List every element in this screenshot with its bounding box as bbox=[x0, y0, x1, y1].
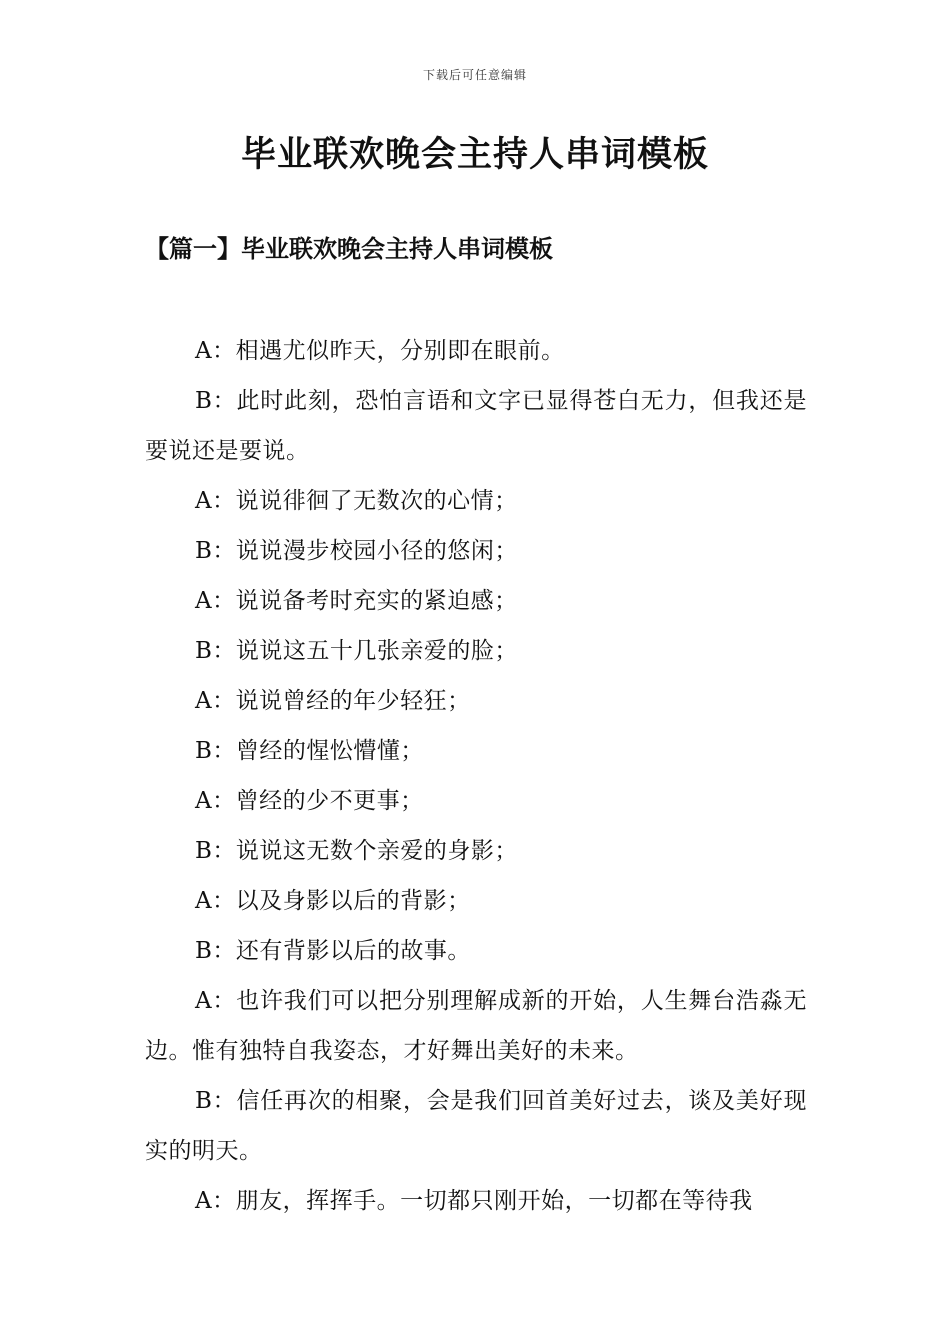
paragraph: B：曾经的惺忪懵懂； bbox=[195, 738, 424, 764]
paragraph: B：信任再次的相聚，会是我们回首美好过去，谈及美好现实的明天。 bbox=[145, 1088, 807, 1164]
paragraph: A：说说徘徊了无数次的心情； bbox=[195, 488, 518, 514]
paragraph: A：说说曾经的年少轻狂； bbox=[195, 688, 471, 714]
paragraph: A：朋友，挥挥手。一切都只刚开始，一切都在等待我 bbox=[195, 1188, 753, 1214]
paragraph: A：也许我们可以把分别理解成新的开始，人生舞台浩淼无边。惟有独特自我姿态，才好舞出美好的未来。 bbox=[145, 988, 807, 1064]
paragraph: B：此时此刻，恐怕言语和文字已显得苍白无力，但我还是要说还是要说。 bbox=[145, 388, 807, 464]
section-heading: 【篇一】毕业联欢晚会主持人串词模板 bbox=[145, 234, 553, 263]
paragraph: B：说说这无数个亲爱的身影； bbox=[195, 838, 518, 864]
body-text bbox=[145, 326, 807, 1226]
header-note: 下载后可任意编辑 bbox=[422, 68, 527, 82]
paragraph: A：以及身影以后的背影； bbox=[195, 888, 471, 914]
paragraph: A：说说备考时充实的紧迫感； bbox=[195, 588, 518, 614]
document-title: 毕业联欢晚会主持人串词模板 bbox=[240, 134, 709, 175]
paragraph: B：还有背影以后的故事。 bbox=[195, 938, 471, 964]
paragraph: A：相遇尤似昨天，分别即在眼前。 bbox=[195, 338, 565, 364]
paragraph: B：说说漫步校园小径的悠闲； bbox=[195, 538, 518, 564]
paragraph: B：说说这五十几张亲爱的脸； bbox=[195, 638, 518, 664]
paragraph: A：曾经的少不更事； bbox=[195, 788, 424, 814]
